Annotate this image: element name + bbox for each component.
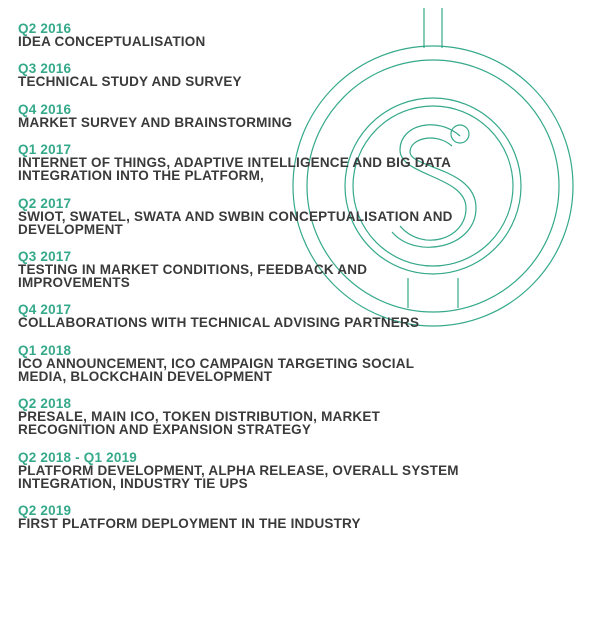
milestone-item <box>18 344 584 383</box>
milestone-description: SWIOT, SWATEL, SWATA AND SWBIN CONCEPTUALISATION AND <box>18 208 453 224</box>
milestone-description: IMPROVEMENTS <box>18 274 130 290</box>
milestone-item <box>18 62 584 88</box>
milestone-item <box>18 197 584 236</box>
milestone-item <box>18 451 584 490</box>
milestone-quarter: Q4 2017 <box>18 302 72 318</box>
milestone-description: INTEGRATION INTO THE PLATFORM, <box>18 168 264 184</box>
milestone-description: PLATFORM DEVELOPMENT, ALPHA RELEASE, OVERALL SYSTEM <box>18 462 459 478</box>
milestone-description: RECOGNITION AND EXPANSION STRATEGY <box>18 422 312 438</box>
milestone-quarter: Q2 2017 <box>18 195 72 211</box>
milestone-item <box>18 22 584 48</box>
milestone-description: ICO ANNOUNCEMENT, ICO CAMPAIGN TARGETING SOCIAL <box>18 355 415 371</box>
milestone-quarter: Q2 2016 <box>18 21 72 36</box>
milestone-item <box>18 103 584 129</box>
milestone-quarter: Q2 2019 <box>18 502 72 518</box>
milestone-quarter: Q1 2017 <box>18 142 72 158</box>
milestone-item <box>18 303 584 329</box>
milestone-description: COLLABORATIONS WITH TECHNICAL ADVISING PARTNERS <box>18 315 420 331</box>
milestone-description: MARKET SURVEY AND BRAINSTORMING <box>18 114 293 130</box>
milestone-quarter: Q3 2017 <box>18 248 72 264</box>
milestone-description: FIRST PLATFORM DEPLOYMENT IN THE INDUSTRY <box>18 515 361 531</box>
milestone-description: MEDIA, BLOCKCHAIN DEVELOPMENT <box>18 368 273 384</box>
milestone-description: TESTING IN MARKET CONDITIONS, FEEDBACK AND <box>18 261 368 277</box>
milestone-quarter: Q2 2018 - Q1 2019 <box>18 449 137 465</box>
milestone-item <box>18 504 584 530</box>
milestone-item <box>18 143 584 182</box>
milestone-quarter: Q3 2016 <box>18 61 72 77</box>
milestone-quarter: Q2 2018 <box>18 396 72 412</box>
milestone-quarter: Q4 2016 <box>18 101 72 117</box>
milestone-item <box>18 397 584 436</box>
milestone-quarter: Q1 2018 <box>18 342 72 358</box>
milestone-description: DEVELOPMENT <box>18 221 123 237</box>
milestone-description: INTERNET OF THINGS, ADAPTIVE INTELLIGENCE AND BIG DATA <box>18 155 452 171</box>
milestone-description: TECHNICAL STUDY AND SURVEY <box>18 74 242 90</box>
milestone-item <box>18 250 584 289</box>
roadmap-list <box>18 22 584 544</box>
milestone-description: INTEGRATION, INDUSTRY TIE UPS <box>18 475 248 491</box>
milestone-description: PRESALE, MAIN ICO, TOKEN DISTRIBUTION, MARKET <box>18 409 381 425</box>
milestone-description: IDEA CONCEPTUALISATION <box>18 34 206 49</box>
